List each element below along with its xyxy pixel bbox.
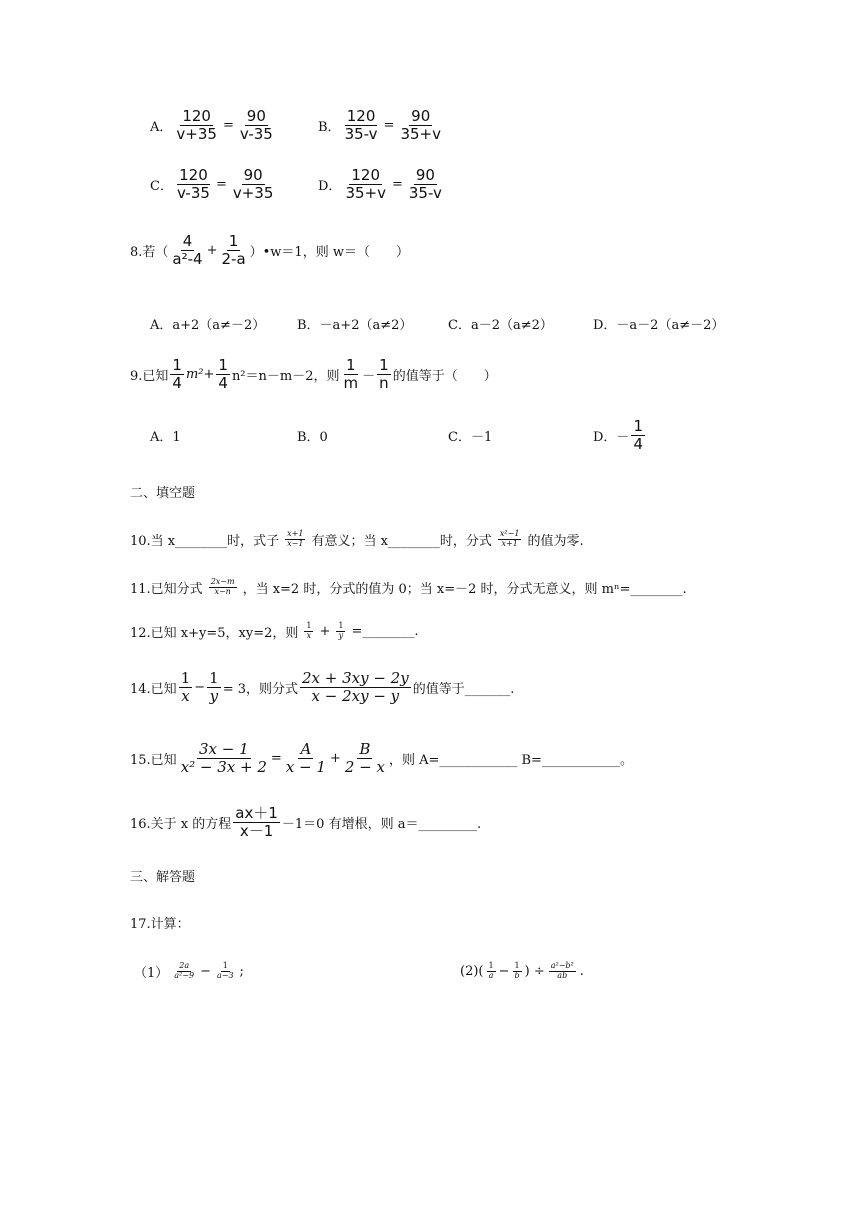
q7-option-d: D． $\frac{120}{35+v}$ = $\frac{90}{35-v}$: [318, 166, 442, 202]
section-heading-3: 三、解答题: [130, 870, 196, 885]
q7-option-a: A． $\frac{120}{v+35}$ = $\frac{90}{v-35}$: [150, 107, 273, 143]
q8-option-c: C．a－2（a≠2）: [448, 318, 553, 333]
fraction: $\frac{\text{x²−1}}{x+1}$: [499, 529, 520, 548]
q7-option-b: B． $\frac{120}{35-v}$ = $\frac{90}{35+v}$: [318, 107, 441, 143]
fraction: $\frac{1}{a}$: [488, 961, 494, 980]
fraction: $\frac{1}{a-3}$: [216, 961, 234, 980]
q8-option-b: B．－a+2（a≠2）: [297, 318, 413, 333]
fraction: $\frac{4}{\text{a²-4}}$: [172, 232, 203, 268]
fraction: $\frac{A}{x - 1}$: [285, 740, 326, 776]
question-8: 8.若（ $\frac{4}{\text{a²-4}}$ + $\frac{1}{2-a}$ ）•w＝1，则 w＝（ ）: [130, 232, 409, 268]
q8-option-d: D．－a－2（a≠－2）: [593, 318, 725, 333]
option-label: D．: [318, 178, 342, 194]
question-14: 14.已知 $\frac{1}{x}$ − $\frac{1}{y}$ = 3，则分式 $\frac{2x + 3xy - 2y}{x - 2xy - y}$ 的值等于_______.: [130, 669, 515, 705]
fraction: $\frac{1}{n}$: [379, 356, 389, 392]
q8-option-a: A．a+2（a≠－2）: [150, 318, 266, 333]
fraction: $\frac{1}{4}$: [172, 356, 182, 392]
option-label: B．: [318, 119, 341, 135]
question-15: 15.已知 $\frac{3x - 1}{\text{x² − 3x + 2}}$ = $\frac{A}{x - 1}$ + $\frac{B}{2 - x}$ ，则 A=____________ B=____________。: [130, 740, 633, 776]
fraction: $\frac{\text{a²−b²}}{ab}$: [550, 961, 574, 980]
q9-option-a: A．1: [150, 430, 181, 445]
fraction: $\frac{120}{35-v}$: [344, 107, 378, 143]
fraction: $\frac{1}{b}$: [514, 961, 520, 980]
fraction: $\frac{1}{4}$: [633, 417, 643, 453]
fraction: $\frac{2x-m}{x-n}$: [210, 577, 235, 596]
question-17-part-1: （1） $\frac{2a}{\text{a²−9}}$ − $\frac{1}{a-3}$ ;: [134, 961, 244, 981]
section-heading-2: 二、填空题: [130, 486, 196, 501]
question-11: 11.已知分式 $\frac{2x-m}{x-n}$ ，当 x=2 时，分式的值为 0；当 x=－2 时，分式无意义，则 mⁿ=________.: [130, 577, 687, 597]
fraction: $\frac{B}{2 - x}$: [344, 740, 385, 776]
fraction: $\frac{3x - 1}{\text{x² − 3x + 2}}$: [180, 740, 267, 776]
fraction: $\frac{120}{v-35}$: [176, 166, 210, 202]
fraction: $\frac{1}{y}$: [338, 621, 344, 640]
fraction: $\frac{2x + 3xy - 2y}{x - 2xy - y}$: [301, 669, 409, 705]
fraction: $\frac{1}{4}$: [218, 356, 228, 392]
fraction: $\frac{1}{m}$: [343, 356, 359, 392]
fraction: $\frac{1}{y}$: [209, 669, 219, 705]
fraction: $\frac{120}{v+35}$: [176, 107, 217, 143]
fraction: $\frac{2a}{\text{a²−9}}$: [174, 961, 195, 980]
question-10: 10.当 x________时，式子 $\frac{x+1}{x-1}$ 有意义；当 x________时，分式 $\frac{\text{x²−1}}{x+1}$ 的值为零.: [130, 529, 584, 549]
option-label: A．: [150, 119, 173, 135]
q9-option-c: C．－1: [448, 430, 493, 445]
q7-option-c: C． $\frac{120}{v-35}$ = $\frac{90}{v+35}$: [150, 166, 274, 202]
question-12: 12.已知 x+y=5，xy=2，则 $\frac{1}{x}$ + $\frac{1}{y}$ =________.: [130, 621, 419, 641]
fraction: $\frac{1}{x}$: [180, 669, 191, 705]
q9-option-b: B．0: [297, 430, 328, 445]
question-17-title: 17.计算：: [130, 917, 190, 932]
fraction: $\frac{ax+1}{x-1}$: [235, 804, 278, 840]
fraction: $\frac{90}{35+v}$: [400, 107, 441, 143]
fraction: $\frac{90}{v-35}$: [239, 107, 273, 143]
fraction: $\frac{90}{35-v}$: [408, 166, 442, 202]
fraction: $\frac{120}{35+v}$: [345, 166, 386, 202]
question-9: 9.已知 $\frac{1}{4}$ m²+ $\frac{1}{4}$ n²＝n－m－2，则 $\frac{1}{m}$ － $\frac{1}{n}$ 的值等于（ ）: [130, 356, 497, 392]
fraction: $\frac{x+1}{x-1}$: [287, 529, 304, 548]
fraction: $\frac{90}{v+35}$: [232, 166, 274, 202]
option-label: C．: [150, 178, 173, 194]
question-16: 16.关于 x 的方程 $\frac{ax+1}{x-1}$ －1＝0 有增根，则 a＝_________.: [130, 804, 482, 840]
question-17-part-2: (2)( $\frac{1}{a}$ − $\frac{1}{b}$ ) ÷ $\frac{\text{a²−b²}}{ab}$ .: [460, 961, 584, 980]
fraction: $\frac{1}{x}$: [306, 621, 312, 640]
fraction: $\frac{1}{2-a}$: [221, 232, 246, 268]
q9-option-d: D．－ $\frac{1}{4}$: [593, 417, 643, 453]
